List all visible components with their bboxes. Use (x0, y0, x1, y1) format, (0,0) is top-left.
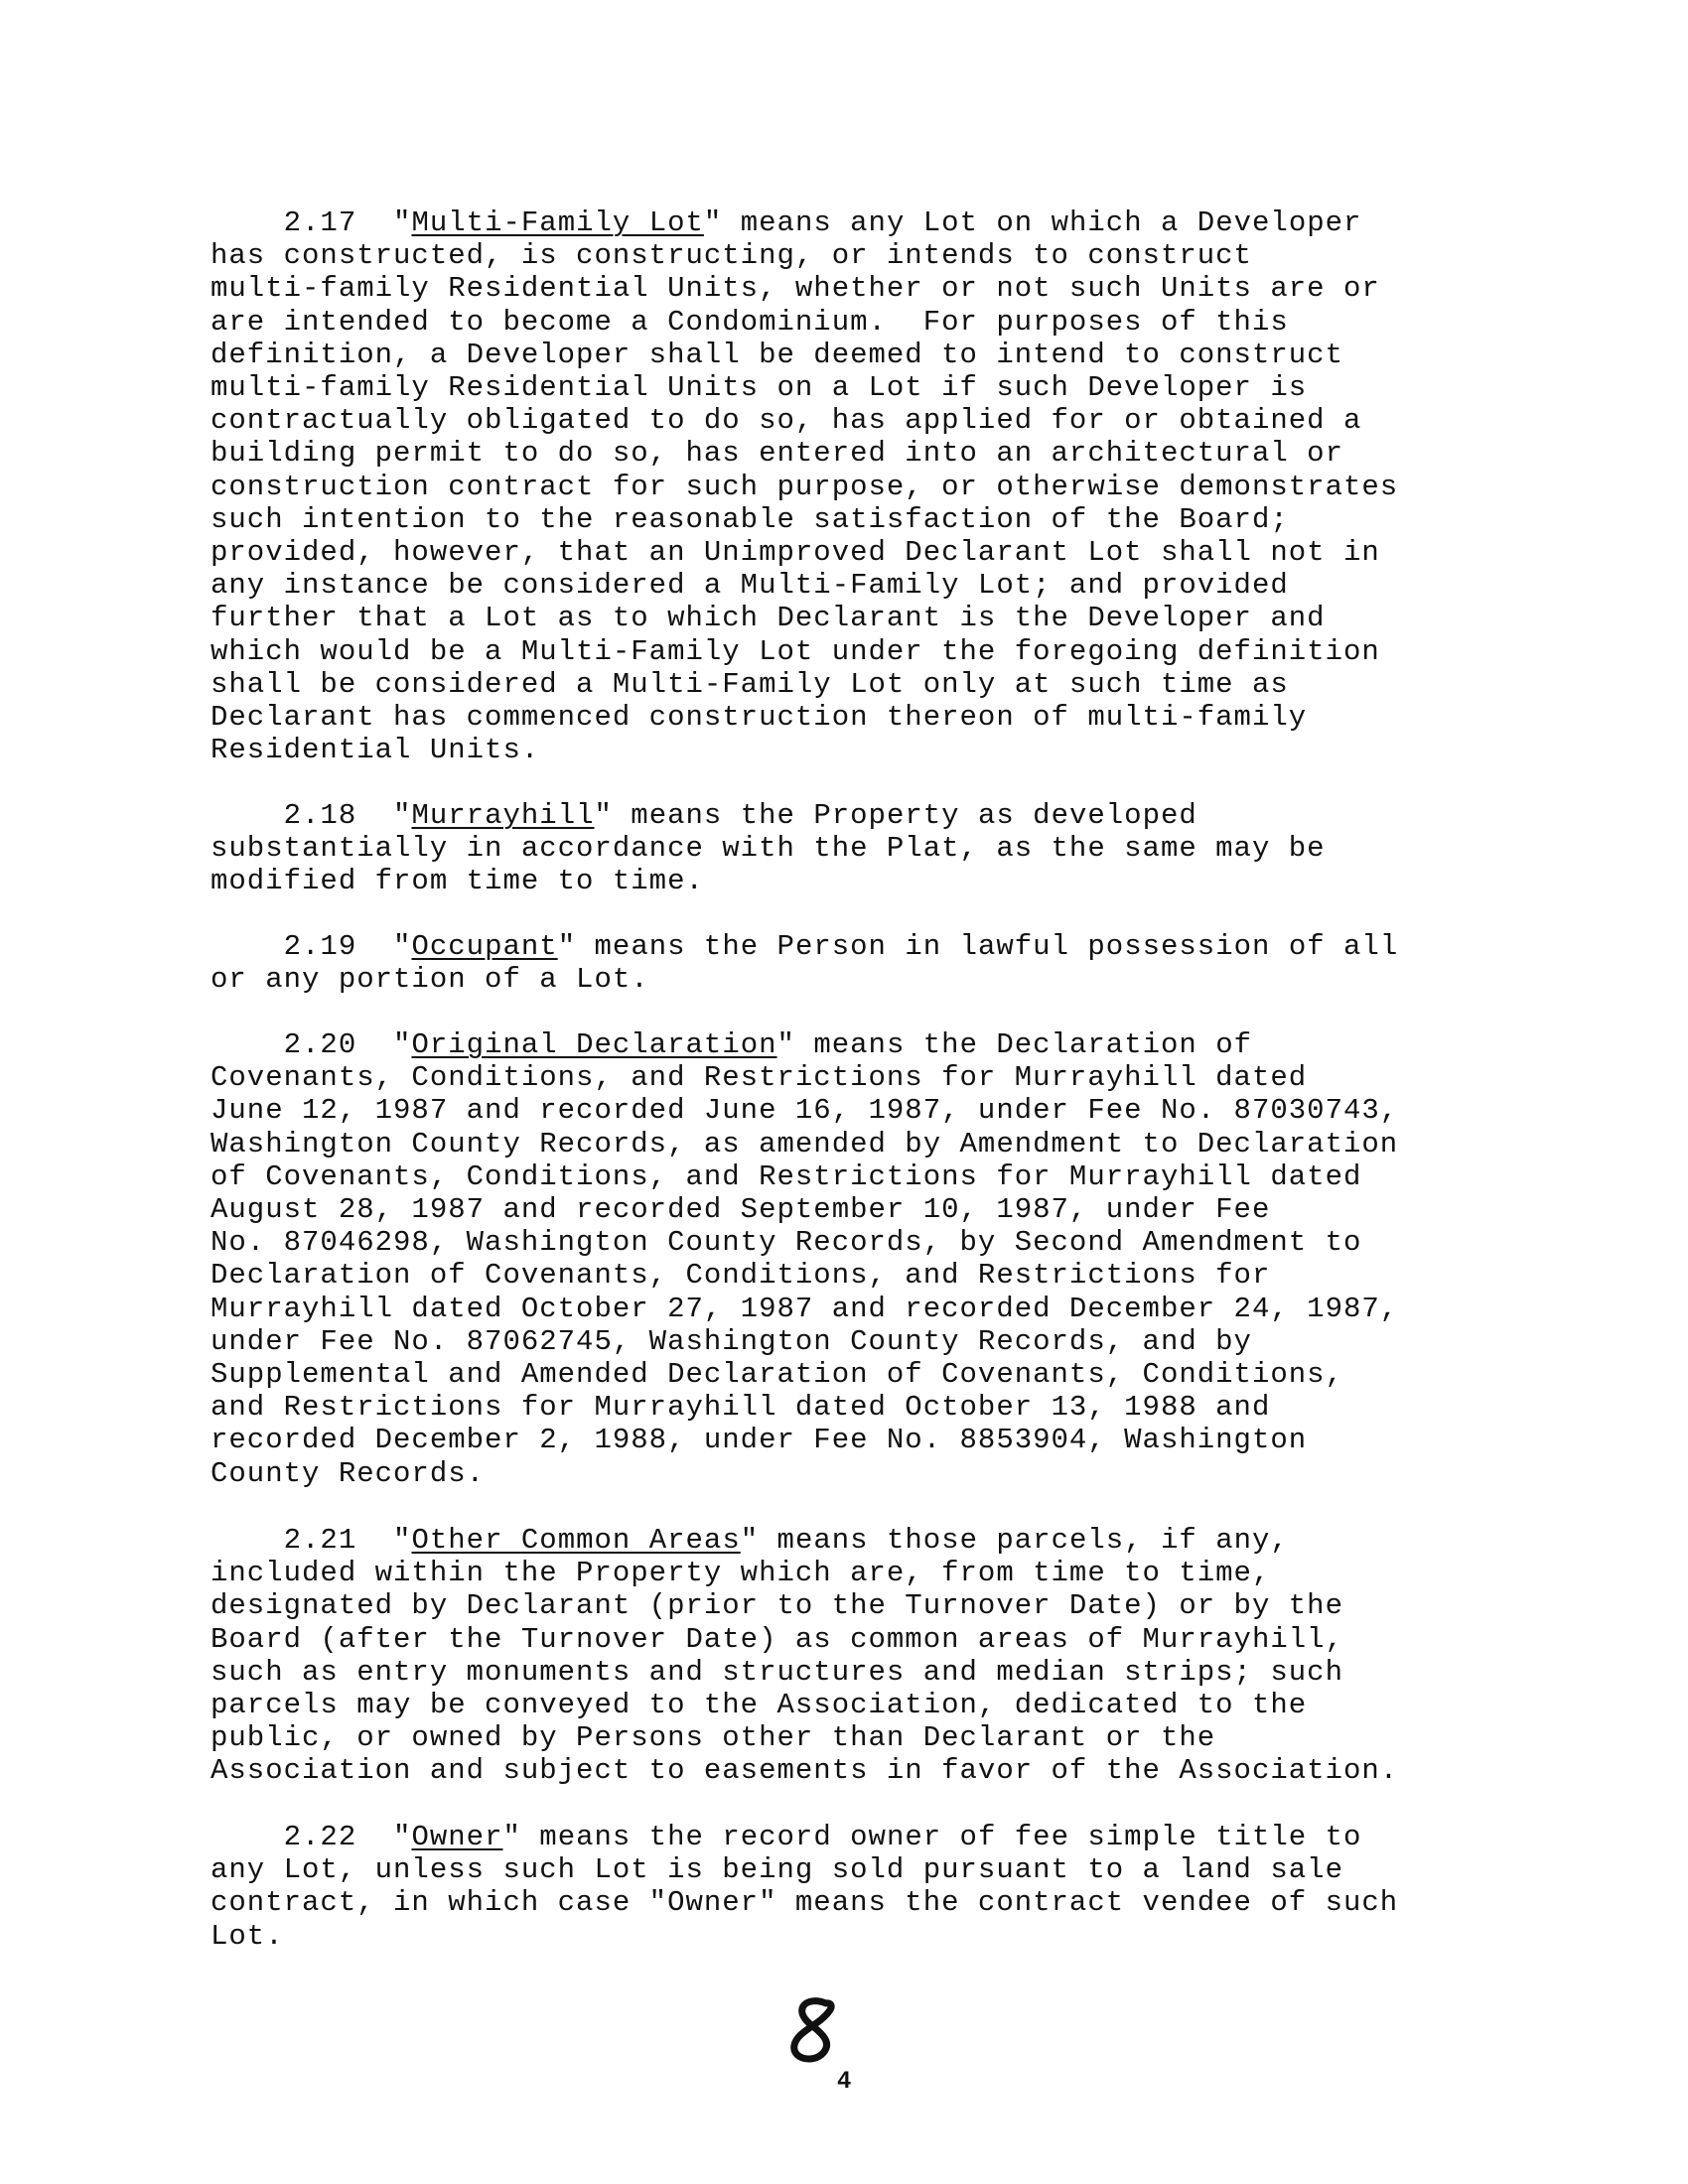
section-number: 2.18 (283, 799, 357, 832)
section-2-17: 2.17 "Multi-Family Lot" means any Lot on which a Developer has constructed, is constructing, or intends to construct multi-family Residential Units, whether or not such Units are or are intended to become a Condominium. For purposes of this definition, a Developer shall be deemed to intend to construct multi-family Residential Units on a Lot if such Developer is contractually obligated to do so, has applied for or obtained a building permit to do so, has entered into an architectural or construction contract for such purpose, or otherwise demonstrates such intention to the reasonable satisfaction of the Board; provided, however, that an Unimproved Declarant Lot shall not in any instance be considered a Multi-Family Lot; and provided further that a Lot as to which Declarant is the Developer and which would be a Multi-Family Lot under the foregoing definition shall be considered a Multi-Family Lot only at such time as Declarant has commenced construction thereon of multi-family Residential Units. (211, 206, 1399, 767)
section-text: means the Declaration of Covenants, Conditions, and Restrictions for Murrayhill dated June 12, 1987 and recorded June 16, 1987, under Fee No. 87030743, Washington County Records, as amended by Amendment to Declaration of Covenants, Conditions, and Restrictions for Murrayhill dated August 28, 1987 and recorded September 10, 1987, under Fee No. 87046298, Washington County Records, by Second Amendment to Declaration of Covenants, Conditions, and Restrictions for Murrayhill dated October 27, 1987 and recorded December 24, 1987, under Fee No. 87062745, Washington County Records, and by Supplemental and Amended Declaration of Covenants, Conditions, and Restrictions for Murrayhill dated October 13, 1988 and recorded December 2, 1988, under Fee No. 8853904, Washington County Records. (211, 1028, 1399, 1490)
section-2-18: 2.18 "Murrayhill" means the Property as developed substantially in accordance with the Plat, as the same may be modified from time to time. (211, 799, 1326, 898)
page-number: 4 (837, 2067, 851, 2094)
section-text: means the record owner of fee simple title to any Lot, unless such Lot is being sold pursuant to a land sale contract, in which case "Owner" means the contract vendee of such Lot. (211, 1821, 1399, 1953)
section-number: 2.19 (283, 930, 357, 963)
defined-term: Other Common Areas (411, 1524, 741, 1557)
handwritten-page-mark (779, 1995, 849, 2065)
section-text: means those parcels, if any, included within the Property which are, from time to time, designated by Declarant (prior to the Turnover Date) or by the Board (after the Turnover Date) as common areas of Murrayhill, such as entry monuments and structures and median strips; such parcels may be conveyed to the Association, dedicated to the public, or owned by Persons other than Declarant or the Association and subject to easements in favor of the Association. (211, 1524, 1399, 1788)
section-text: means any Lot on which a Developer has constructed, is constructing, or intends to construct multi-family Residential Units, whether or not such Units are or are intended to become a Condominium. For purposes of this definition, a Developer shall be deemed to intend to construct multi-family Residential Units on a Lot if such Developer is contractually obligated to do so, has applied for or obtained a building permit to do so, has entered into an architectural or construction contract for such purpose, or otherwise demonstrates such intention to the reasonable satisfaction of the Board; provided, however, that an Unimproved Declarant Lot shall not in any instance be considered a Multi-Family Lot; and provided further that a Lot as to which Declarant is the Developer and which would be a Multi-Family Lot under the foregoing definition shall be considered a Multi-Family Lot only at such time as Declarant has commenced construction thereon of multi-family Residential Units. (211, 206, 1399, 767)
section-text: means the Person in lawful possession of all or any portion of a Lot. (211, 930, 1399, 997)
section-2-19: 2.19 "Occupant" means the Person in lawful possession of all or any portion of a Lot. (211, 930, 1399, 997)
section-number: 2.22 (283, 1821, 357, 1853)
section-2-20: 2.20 "Original Declaration" means the Declaration of Covenants, Conditions, and Restrictions for Murrayhill dated June 12, 1987 and recorded June 16, 1987, under Fee No. 87030743, Washington County Records, as amended by Amendment to Declaration of Covenants, Conditions, and Restrictions for Murrayhill dated August 28, 1987 and recorded September 10, 1987, under Fee No. 87046298, Washington County Records, by Second Amendment to Declaration of Covenants, Conditions, and Restrictions for Murrayhill dated October 27, 1987 and recorded December 24, 1987, under Fee No. 87062745, Washington County Records, and by Supplemental and Amended Declaration of Covenants, Conditions, and Restrictions for Murrayhill dated October 13, 1988 and recorded December 2, 1988, under Fee No. 8853904, Washington County Records. (211, 1028, 1399, 1490)
section-number: 2.21 (283, 1524, 357, 1557)
section-2-21: 2.21 "Other Common Areas" means those parcels, if any, included within the Property which are, from time to time, designated by Declarant (prior to the Turnover Date) or by the Board (after the Turnover Date) as common areas of Murrayhill, such as entry monuments and structures and median strips; such parcels may be conveyed to the Association, dedicated to the public, or owned by Persons other than Declarant or the Association and subject to easements in favor of the Association. (211, 1524, 1399, 1788)
defined-term: Occupant (411, 930, 558, 963)
defined-term: Multi-Family Lot (411, 206, 704, 239)
defined-term: Original Declaration (411, 1028, 777, 1061)
defined-term: Owner (411, 1821, 503, 1853)
defined-term: Murrayhill (411, 799, 595, 832)
section-number: 2.20 (283, 1028, 357, 1061)
section-text: means the Property as developed substantially in accordance with the Plat, as the same may be modified from time to time. (211, 799, 1326, 898)
section-number: 2.17 (283, 206, 357, 239)
section-2-22: 2.22 "Owner" means the record owner of fee simple title to any Lot, unless such Lot is being sold pursuant to a land sale contract, in which case "Owner" means the contract vendee of such Lot. (211, 1821, 1399, 1953)
